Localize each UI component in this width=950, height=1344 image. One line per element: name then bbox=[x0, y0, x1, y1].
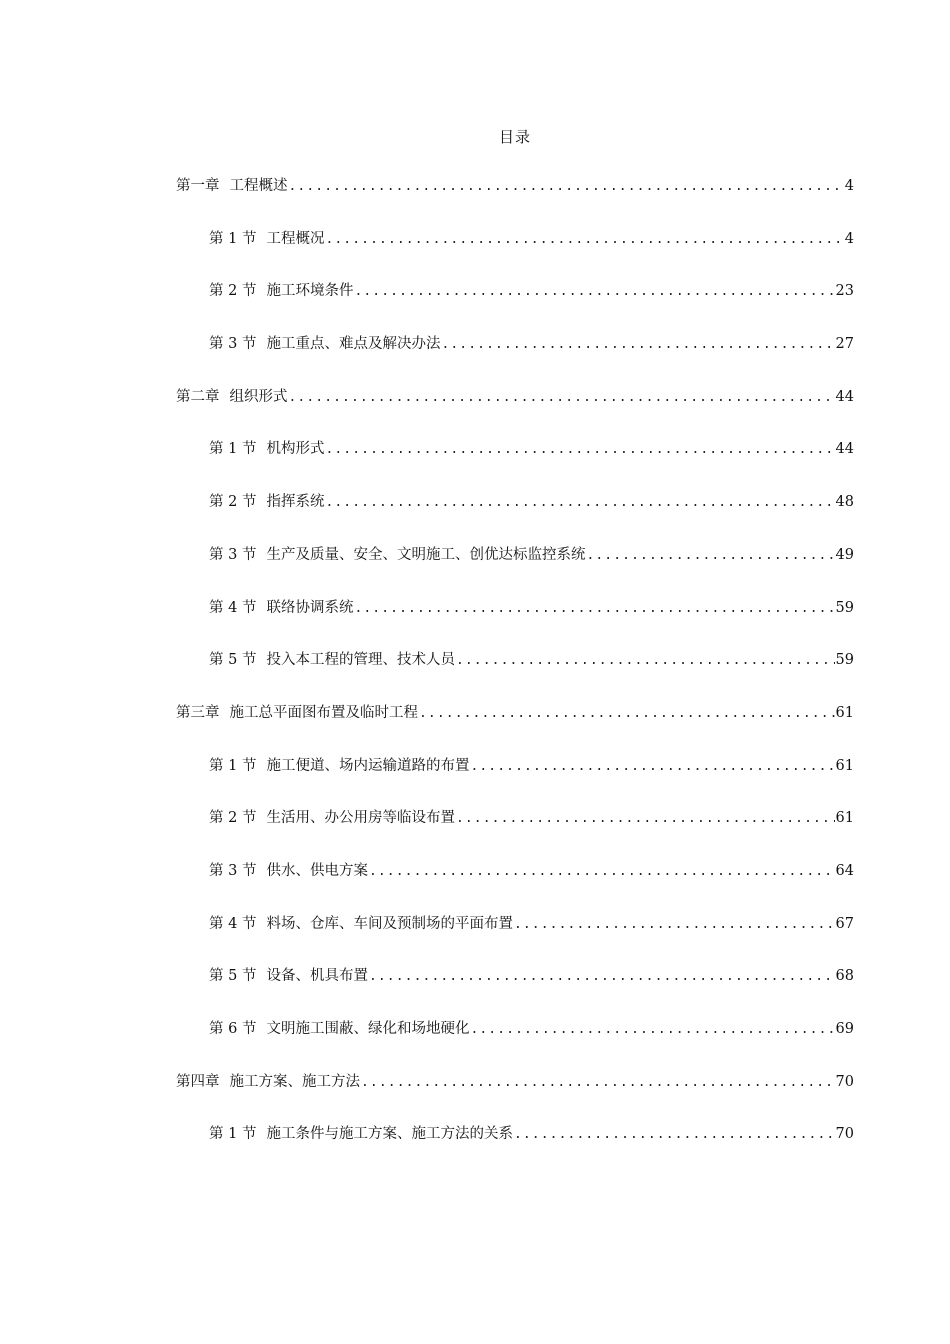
toc-entry-text: 工程概况 bbox=[266, 230, 325, 247]
toc-entry-label bbox=[176, 1070, 360, 1091]
toc-entry-number: 第二章 bbox=[176, 388, 220, 405]
toc-entry-number: 第 1 节 bbox=[209, 230, 257, 247]
toc-entry-text: 施工方案、施工方法 bbox=[229, 1073, 360, 1090]
toc-page-number: 4 bbox=[844, 178, 854, 194]
toc-section-entry[interactable] bbox=[176, 912, 854, 965]
toc-entry-number: 第 4 节 bbox=[209, 599, 257, 616]
toc-page-number: 67 bbox=[835, 915, 854, 932]
toc-entry-label bbox=[209, 754, 469, 775]
toc-entry-number: 第 1 节 bbox=[209, 757, 257, 774]
toc-entry-number: 第 4 节 bbox=[209, 915, 257, 932]
toc-section-entry[interactable] bbox=[176, 490, 854, 543]
toc-entry-number: 第 3 节 bbox=[209, 546, 257, 563]
toc-entry-label bbox=[176, 174, 288, 195]
toc-entry-number: 第 2 节 bbox=[209, 283, 257, 300]
toc-entry-number: 第 5 节 bbox=[209, 968, 257, 985]
toc-page-number: 48 bbox=[835, 494, 854, 511]
toc-page-number: 59 bbox=[835, 652, 854, 669]
dot-leader bbox=[325, 232, 843, 247]
dot-leader bbox=[325, 442, 834, 457]
toc-entry-text: 施工重点、难点及解决办法 bbox=[266, 336, 441, 353]
dot-leader bbox=[419, 706, 835, 721]
toc-page-number: 23 bbox=[835, 283, 854, 300]
dot-leader bbox=[354, 284, 834, 299]
toc-chapter-entry[interactable] bbox=[176, 1070, 854, 1123]
toc-chapter-entry[interactable] bbox=[176, 701, 854, 754]
toc-page-number: 68 bbox=[835, 968, 854, 985]
toc-entry-text: 供水、供电方案 bbox=[266, 862, 368, 879]
toc-entry-number: 第三章 bbox=[176, 704, 220, 721]
toc-section-entry[interactable] bbox=[176, 1017, 854, 1070]
toc-page-number: 59 bbox=[835, 599, 854, 616]
toc-entry-number: 第 3 节 bbox=[209, 336, 257, 353]
toc-entry-label bbox=[209, 543, 585, 564]
dot-leader bbox=[361, 1075, 835, 1090]
dot-leader bbox=[289, 390, 835, 405]
toc-entry-number: 第 1 节 bbox=[209, 1126, 257, 1143]
toc-section-entry[interactable] bbox=[176, 1122, 854, 1175]
toc-entry-text: 组织形式 bbox=[229, 388, 288, 405]
toc-entry-label bbox=[176, 701, 418, 722]
toc-section-entry[interactable] bbox=[176, 806, 854, 859]
toc-entry-label bbox=[176, 385, 288, 406]
toc-entry-text: 机构形式 bbox=[266, 441, 325, 458]
toc-page-number: 4 bbox=[844, 230, 854, 247]
toc-section-entry[interactable] bbox=[176, 648, 854, 701]
dot-leader bbox=[470, 759, 834, 774]
toc-entry-number: 第 6 节 bbox=[209, 1021, 257, 1037]
toc-entry-label bbox=[209, 1122, 513, 1143]
toc-section-entry[interactable] bbox=[176, 279, 854, 332]
toc-section-entry[interactable] bbox=[176, 754, 854, 807]
dot-leader bbox=[354, 601, 834, 616]
toc-page-number: 49 bbox=[835, 546, 854, 563]
dot-leader bbox=[441, 337, 834, 352]
toc-entry-text: 施工条件与施工方案、施工方法的关系 bbox=[266, 1126, 513, 1143]
toc-entry-text: 指挥系统 bbox=[266, 494, 325, 511]
dot-leader bbox=[369, 864, 835, 879]
toc-entry-number: 第 3 节 bbox=[209, 862, 257, 879]
toc-entry-label bbox=[209, 332, 440, 353]
toc-entry-text: 生活用、办公用房等临设布置 bbox=[266, 810, 455, 827]
toc-entry-label bbox=[209, 859, 368, 880]
toc-entry-number: 第 2 节 bbox=[209, 810, 257, 827]
toc-entry-text: 施工总平面图布置及临时工程 bbox=[229, 704, 418, 721]
toc-section-entry[interactable] bbox=[176, 596, 854, 649]
toc-entry-label bbox=[209, 912, 513, 933]
toc-page-number: 44 bbox=[835, 441, 854, 458]
dot-leader bbox=[470, 1022, 834, 1037]
dot-leader bbox=[289, 179, 844, 194]
toc-entry-text: 料场、仓库、车间及预制场的平面布置 bbox=[266, 915, 513, 932]
dot-leader bbox=[514, 917, 835, 932]
toc-entry-label bbox=[209, 437, 324, 458]
toc-entry-label bbox=[209, 490, 324, 511]
toc-entry-label bbox=[209, 227, 324, 248]
toc-page-number: 44 bbox=[835, 388, 854, 405]
dot-leader bbox=[456, 811, 835, 826]
dot-leader bbox=[369, 969, 835, 984]
toc-page-number: 61 bbox=[835, 810, 854, 827]
toc-entry-text: 施工便道、场内运输道路的布置 bbox=[266, 757, 470, 774]
toc-page-number: 70 bbox=[835, 1073, 854, 1090]
toc-section-entry[interactable] bbox=[176, 543, 854, 596]
toc-page-number: 64 bbox=[835, 862, 854, 879]
toc-page-number: 69 bbox=[835, 1021, 854, 1037]
toc-entry-text: 联络协调系统 bbox=[266, 599, 354, 616]
toc-chapter-entry[interactable] bbox=[176, 385, 854, 438]
toc-entry-text: 投入本工程的管理、技术人员 bbox=[266, 652, 455, 669]
toc-section-entry[interactable] bbox=[176, 859, 854, 912]
toc-entry-text: 生产及质量、安全、文明施工、创优达标监控系统 bbox=[266, 546, 586, 563]
toc-entry-label bbox=[209, 1017, 469, 1038]
toc-section-entry[interactable] bbox=[176, 332, 854, 385]
toc-entry-label bbox=[209, 964, 368, 985]
toc-entry-label bbox=[209, 806, 455, 827]
toc-page-number: 70 bbox=[835, 1126, 854, 1143]
toc-section-entry[interactable] bbox=[176, 437, 854, 490]
toc-page-number: 27 bbox=[835, 336, 854, 353]
toc-entry-label bbox=[209, 648, 455, 669]
toc-entry-number: 第四章 bbox=[176, 1073, 220, 1090]
toc-entry-number: 第 1 节 bbox=[209, 441, 257, 458]
toc-entry-text: 施工环境条件 bbox=[266, 283, 354, 300]
toc-page-number: 61 bbox=[835, 704, 854, 721]
table-of-contents bbox=[176, 174, 854, 1175]
toc-chapter-entry[interactable] bbox=[176, 174, 854, 227]
toc-entry-text: 设备、机具布置 bbox=[266, 968, 368, 985]
toc-section-entry[interactable] bbox=[176, 227, 854, 280]
toc-entry-label bbox=[209, 279, 353, 300]
toc-entry-text: 工程概述 bbox=[229, 178, 288, 194]
dot-leader bbox=[456, 653, 835, 668]
dot-leader bbox=[514, 1127, 835, 1142]
toc-entry-number: 第 5 节 bbox=[209, 652, 257, 669]
dot-leader bbox=[325, 495, 834, 510]
toc-entry-text: 文明施工围蔽、绿化和场地硬化 bbox=[266, 1021, 470, 1037]
toc-entry-number: 第 2 节 bbox=[209, 494, 257, 511]
toc-title: 目录 bbox=[498, 128, 531, 146]
toc-entry-label bbox=[209, 596, 353, 617]
toc-section-entry[interactable] bbox=[176, 964, 854, 1017]
toc-page-number: 61 bbox=[835, 757, 854, 774]
toc-entry-number: 第一章 bbox=[176, 178, 220, 194]
dot-leader bbox=[586, 548, 834, 563]
